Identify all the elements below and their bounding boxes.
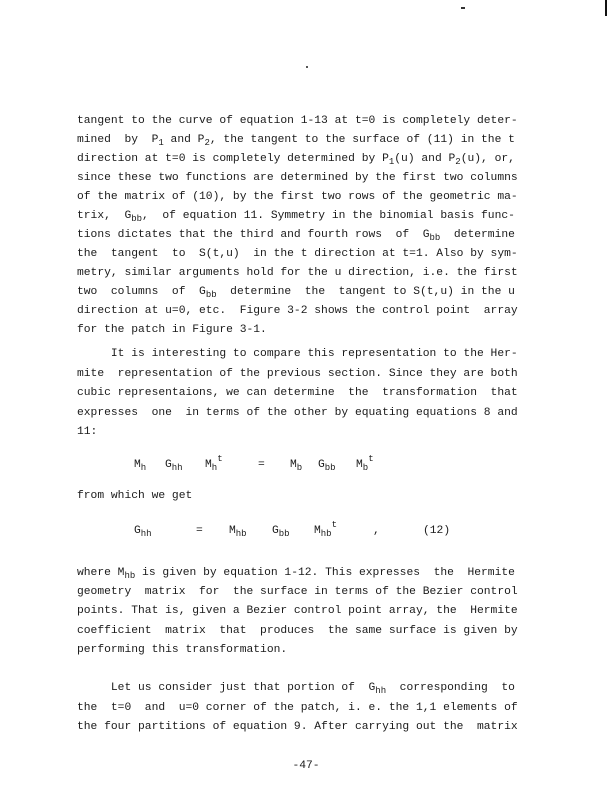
text-run: (u) and P [394, 153, 456, 165]
eq-term: $G_{bb}$ [272, 525, 290, 539]
subscript: bb [131, 214, 143, 224]
text-run: two columns of G [77, 286, 206, 298]
text-line: expresses one in terms of the other by equating equations 8 and [77, 407, 518, 419]
text-line [77, 285, 515, 299]
subscript: 2 [204, 138, 210, 148]
text-run: is given by equation 1-12. This expresses the Hermite [135, 567, 515, 579]
eq-term: $G_{hh}$ [165, 459, 183, 473]
text-line [77, 133, 515, 147]
eq-term: $M_{hb}$ [229, 525, 247, 539]
text-run: , the tangent to the surface of (11) in the t [209, 134, 515, 146]
eq-term: $G_{bb}$ [318, 459, 336, 473]
text-run: mined by P [77, 134, 159, 146]
eq-equals: = [258, 459, 265, 471]
text-line: cubic representaions, we can determine the transformation that [77, 387, 518, 399]
text-run: corresponding to [386, 682, 515, 694]
text-line [77, 209, 515, 223]
subscript: bb [429, 233, 441, 243]
text-line: 11: [77, 426, 98, 438]
text-line: for the patch in Figure 3-1. [77, 324, 267, 336]
text-run: determine [440, 229, 515, 241]
subscript: hh [375, 686, 387, 696]
text-line [77, 566, 515, 580]
subscript: 1 [158, 138, 164, 148]
text-run: Let us consider just that portion of G [77, 682, 376, 694]
text-line: the t=0 and u=0 corner of the patch, i. e. the 1,1 elements of [77, 702, 518, 714]
text-run: and P [163, 134, 205, 146]
eq-term: $M_h^t$ [205, 454, 223, 473]
text-run: tions dictates that the third and fourth rows of G [77, 229, 430, 241]
text-line: geometry matrix for the surface in terms of the Bezier control [77, 586, 518, 598]
subscript: 1 [388, 157, 395, 167]
text-line: of the matrix of (10), by the first two rows of the geometric ma- [77, 191, 518, 203]
page-number: -47- [292, 760, 320, 772]
eq-comma: , [373, 525, 380, 537]
eq-term: $M_{hb}^t$ [314, 520, 337, 539]
text-line: points. That is, given a Bezier control point array, the Hermite [77, 605, 518, 617]
text-line: performing this transformation. [77, 644, 288, 656]
text-line: coefficient matrix that produces the same surface is given by [77, 625, 518, 637]
text-line [77, 681, 515, 695]
text-line: from which we get [77, 490, 193, 502]
text-run: trix, G [77, 210, 132, 222]
text-line: mite representation of the previous section. Since they are both [77, 368, 518, 380]
text-run: direction at t=0 is completely determined by P [77, 153, 389, 165]
eq-term: $M_h$ [134, 459, 147, 473]
subscript: bb [205, 290, 217, 300]
scan-dot-top [461, 7, 465, 9]
scan-dot-mid [306, 66, 308, 68]
eq-term: $G_{hh}$ [134, 525, 152, 539]
text-line: tangent to the curve of equation 1-13 at t=0 is completely deter- [77, 115, 518, 127]
text-run: , of equation 11. Symmetry in the binomial basis func- [142, 210, 515, 222]
text-line: the four partitions of equation 9. After carrying out the matrix [77, 721, 518, 733]
eq-equals: = [196, 525, 203, 537]
text-line: since these two functions are determined by the first two columns [77, 172, 518, 184]
text-line [77, 152, 515, 166]
eq-term: $M_b$ [290, 459, 303, 473]
subscript: hb [124, 571, 136, 581]
text-run: determine the tangent to S(t,u) in the u [216, 286, 515, 298]
text-line: It is interesting to compare this representation to the Her- [77, 348, 518, 360]
scan-mark-right [605, 0, 607, 16]
text-run: where M [77, 567, 125, 579]
text-line: direction at u=0, etc. Figure 3-2 shows the control point array [77, 305, 518, 317]
text-line: the tangent to S(t,u) in the t direction at t=1. Also by sym- [77, 248, 518, 260]
text-line: metry, similar arguments hold for the u direction, i.e. the first [77, 267, 518, 279]
text-line [77, 228, 515, 242]
subscript: 2 [455, 157, 461, 167]
eq-term: $M_b^t$ [356, 454, 374, 473]
equation-number: (12) [423, 525, 451, 537]
text-run: (u), or, [460, 153, 515, 165]
